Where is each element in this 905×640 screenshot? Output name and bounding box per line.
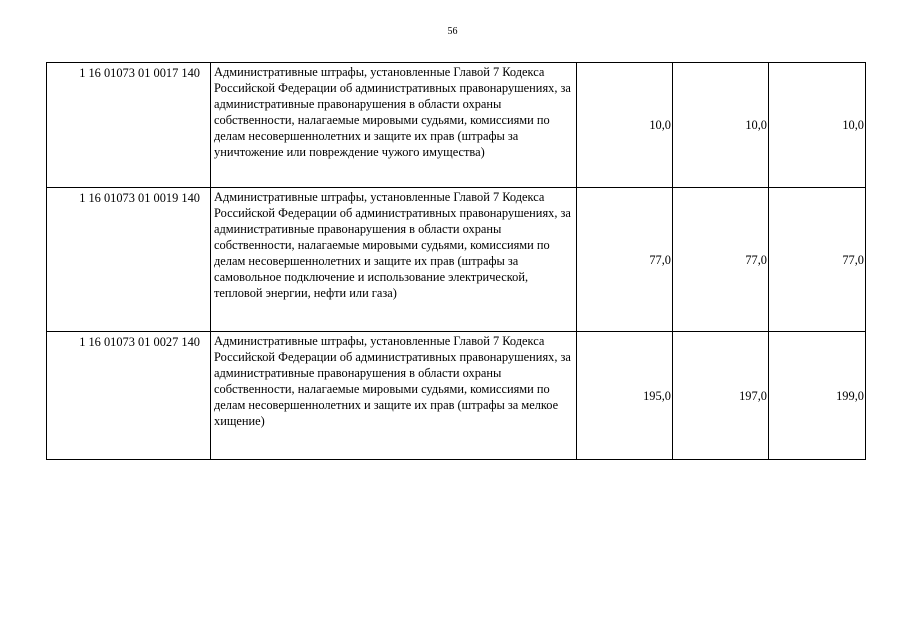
description-cell: Административные штрафы, установленные Главой 7 Кодекса Российской Федерации об административных правонарушениях, за административные правонарушения в области охраны собственности, налагаемые мировыми судьями, комиссиями по делам несовершеннолетних и защите их прав (штрафы за уничтожение или повреждение чужого имущества) — [211, 63, 577, 188]
amount-year-3-cell: 199,0 — [769, 332, 866, 460]
kbk-code-cell: 1 16 01073 01 0027 140 — [47, 332, 211, 460]
table-row — [47, 63, 866, 188]
amount-year-3-cell: 10,0 — [769, 63, 866, 188]
amount-year-2-cell: 10,0 — [673, 63, 769, 188]
page-number: 56 — [447, 26, 458, 37]
amount-year-1-cell: 10,0 — [577, 63, 673, 188]
description-cell: Административные штрафы, установленные Главой 7 Кодекса Российской Федерации об административных правонарушениях, за административные правонарушения в области охраны собственности, налагаемые мировыми судьями, комиссиями по делам несовершеннолетних и защите их прав (штрафы за мелкое хищение) — [211, 332, 577, 460]
amount-year-2-cell: 197,0 — [673, 332, 769, 460]
kbk-code-cell: 1 16 01073 01 0019 140 — [47, 188, 211, 332]
amount-year-1-cell: 195,0 — [577, 332, 673, 460]
description-cell: Административные штрафы, установленные Главой 7 Кодекса Российской Федерации об административных правонарушениях, за административные правонарушения в области охраны собственности, налагаемые мировыми судьями, комиссиями по делам несовершеннолетних и защите их прав (штрафы за самовольное подключение и использование электрической, тепловой энергии, нефти или газа) — [211, 188, 577, 332]
amount-year-1-cell: 77,0 — [577, 188, 673, 332]
table-row — [47, 332, 866, 460]
amount-year-2-cell: 77,0 — [673, 188, 769, 332]
kbk-code-cell: 1 16 01073 01 0017 140 — [47, 63, 211, 188]
table-row — [47, 188, 866, 332]
budget-table — [46, 62, 866, 460]
amount-year-3-cell: 77,0 — [769, 188, 866, 332]
